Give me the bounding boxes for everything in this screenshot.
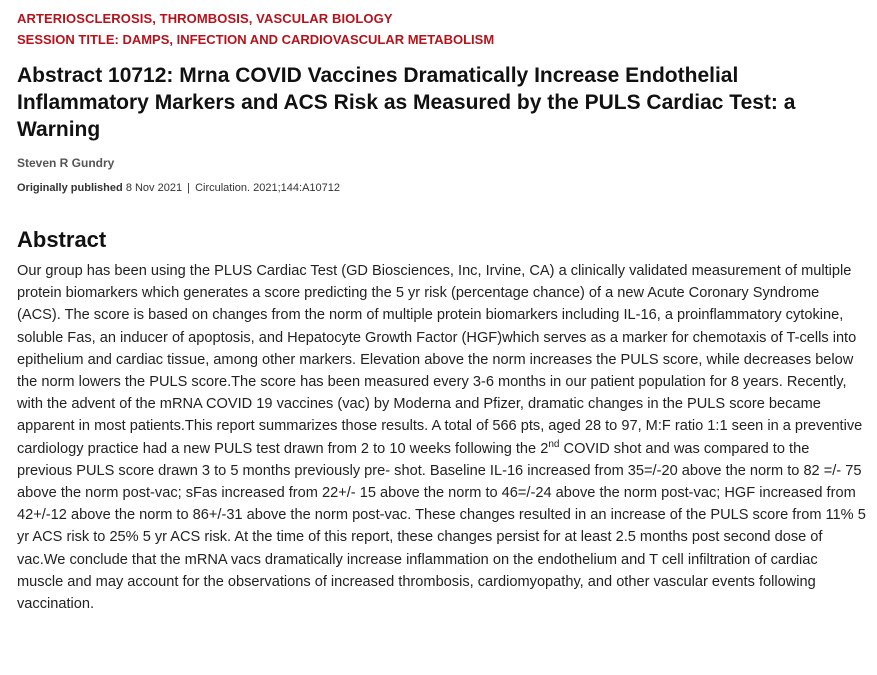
citation: Circulation. 2021;144:A10712 xyxy=(195,182,341,194)
article-title: Abstract 10712: Mrna COVID Vaccines Dramatically Increase Endothelial Inflammatory Markers and ACS Risk as Measured by the PULS Cardiac Test: a Warning xyxy=(17,64,796,141)
abstract-heading: Abstract xyxy=(17,227,107,252)
meta-separator: | xyxy=(187,182,190,194)
session-title: SESSION TITLE: DAMPS, INFECTION AND CARDIOVASCULAR METABOLISM xyxy=(17,32,495,47)
abstract-text-part-1: Our group has been using the PLUS Cardiac Test (GD Biosciences, Inc, Irvine, CA) a clinically validated measurement of multiple protein biomarkers which generates a score predicting the 5 yr risk (percentage chance) of a new Acute Coronary Syndrome (ACS). The score is based on changes from the norm of multiple protein biomarkers including IL-16, a proinflammatory cytokine, soluble Fas, an inducer of apoptosis, and Hepatocyte Growth Factor (HGF)which serves as a marker for chemotaxis of T-cells into epithelium and cardiac tissue, among other markers. Elevation above the norm increases the PULS score, while decreases below the norm lowers the PULS score.The score has been measured every 3-6 months in our patient population for 8 years. Recently, with the advent of the mRNA COVID 19 vaccines (vac) by Moderna and Pfizer, dramatic changes in the PULS score became apparent in most patients.This report summarizes those results. A total of 566 pts, aged 28 to 97, M:F ratio 1:1 seen in a preventive cardiology practice had a new PULS test drawn from 2 to 10 weeks following the 2 xyxy=(17,263,863,457)
published-date: 8 Nov 2021 xyxy=(125,182,183,194)
author-link[interactable]: Steven R Gundry xyxy=(17,156,115,170)
abstract-text xyxy=(17,260,867,615)
ordinal-superscript: nd xyxy=(548,438,560,450)
publication-meta xyxy=(17,180,867,196)
published-label: Originally published xyxy=(17,182,123,194)
article-page xyxy=(17,8,867,615)
subject-category-link[interactable]: ARTERIOSCLEROSIS, THROMBOSIS, VASCULAR BIOLOGY xyxy=(17,11,393,26)
abstract-text-part-2: COVID shot and was compared to the previous PULS score drawn 3 to 5 months previously pre- shot. Baseline IL-16 increased from 35=/-20 above the norm to 82 =/- 75 above the norm post-vac; sFas increased from 22+/- 15 above the norm to 46=/-24 above the norm post-vac; HGF increased from 42+/-12 above the norm to 86+/-31 above the norm post-vac. These changes resulted in an increase of the PULS score from 11% 5 yr ACS risk to 25% 5 yr ACS risk. At the time of this report, these changes persist for at least 2.5 months post second dose of vac.We conclude that the mRNA vacs dramatically increase inflammation on the endothelium and T cell infiltration of cardiac muscle and may account for the observations of increased thrombosis, cardiomyopathy, and other vascular events following vaccination. xyxy=(17,440,866,613)
